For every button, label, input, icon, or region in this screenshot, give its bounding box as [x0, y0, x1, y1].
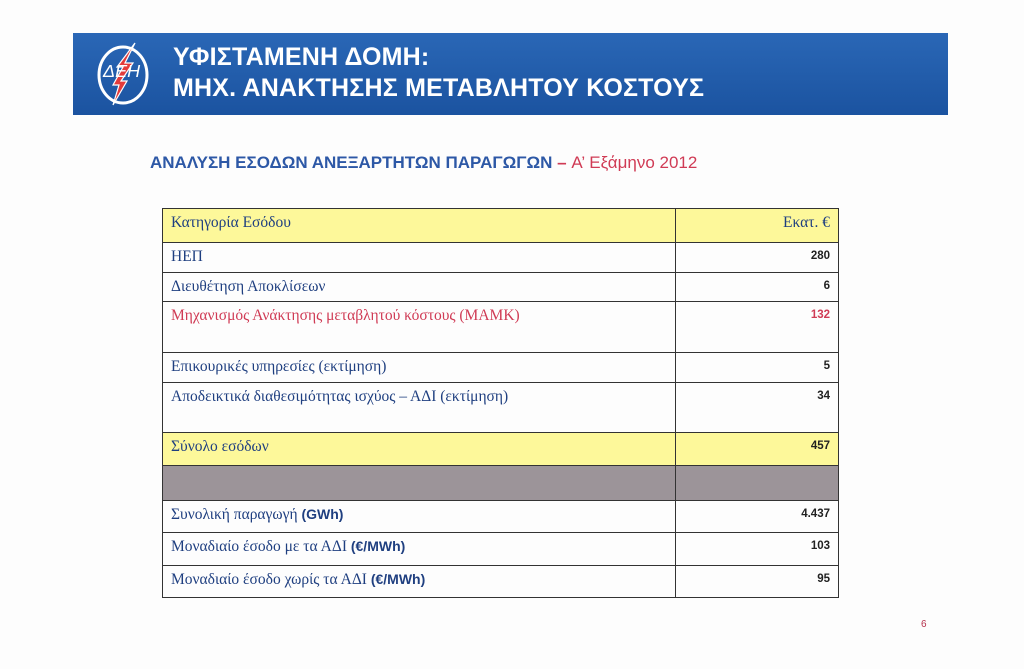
header-title: [173, 42, 704, 104]
header-unit: Εκατ. €: [676, 209, 839, 243]
subtitle-separator: –: [557, 153, 567, 172]
stats-label-cell: [163, 501, 676, 533]
table-row: [163, 353, 839, 383]
separator-cell: [163, 466, 676, 501]
page-subtitle: [150, 153, 697, 173]
stats-label: Μοναδιαίο έσοδο χωρίς τα ΑΔΙ: [171, 571, 367, 588]
row-value: 280: [676, 243, 839, 273]
total-value: 457: [676, 433, 839, 466]
separator-row: [163, 466, 839, 501]
table-row-highlight: [163, 302, 839, 353]
row-value: 5: [676, 353, 839, 383]
table-row: [163, 383, 839, 433]
subtitle-period: Α’ Εξάμηνο 2012: [571, 153, 698, 172]
stats-unit: (GWh): [301, 506, 344, 522]
row-label: Μηχανισμός Ανάκτησης μεταβλητού κόστους (ΜΑΜΚ): [163, 302, 676, 353]
header-category: Κατηγορία Εσόδου: [163, 209, 676, 243]
header-banner: [73, 33, 948, 115]
total-label: Σύνολο εσόδων: [163, 433, 676, 466]
stats-value: 103: [676, 533, 839, 566]
row-value: 132: [676, 302, 839, 353]
stats-label-cell: [163, 566, 676, 598]
stats-unit: (€/MWh): [370, 571, 426, 587]
row-value: 34: [676, 383, 839, 433]
stats-label: Μοναδιαίο έσοδο με τα ΑΔΙ: [171, 538, 347, 555]
stats-row: [163, 566, 839, 598]
row-label: Επικουρικές υπηρεσίες (εκτίμηση): [163, 353, 676, 383]
table-header-row: [163, 209, 839, 243]
table-row: [163, 243, 839, 273]
stats-row: [163, 533, 839, 566]
logo-text: ΔΕΗ: [103, 61, 141, 81]
subtitle-main: ΑΝΑΛΥΣΗ ΕΣΟΔΩΝ ΑΝΕΞΑΡΤΗΤΩΝ ΠΑΡΑΓΩΓΩΝ: [150, 153, 553, 172]
row-value: 6: [676, 273, 839, 302]
stats-unit: (€/MWh): [350, 538, 406, 554]
table-row: [163, 273, 839, 302]
company-logo: [95, 41, 153, 107]
income-table: [162, 208, 839, 598]
row-label: Διευθέτηση Αποκλίσεων: [163, 273, 676, 302]
stats-label-cell: [163, 533, 676, 566]
stats-value: 4.437: [676, 501, 839, 533]
stats-label: Συνολική παραγωγή: [171, 506, 298, 523]
stats-row: [163, 501, 839, 533]
row-label: Αποδεικτικά διαθεσιμότητας ισχύος – ΑΔΙ (εκτίμηση): [163, 383, 676, 433]
separator-cell: [676, 466, 839, 501]
header-title-line1: ΥΦΙΣΤΑΜΕΝΗ ΔΟΜΗ:: [173, 43, 430, 71]
row-label: ΗΕΠ: [163, 243, 676, 273]
total-row: [163, 433, 839, 466]
stats-value: 95: [676, 566, 839, 598]
header-title-line2: ΜΗΧ. ΑΝΑΚΤΗΣΗΣ ΜΕΤΑΒΛΗΤΟΥ ΚΟΣΤΟΥΣ: [173, 74, 705, 102]
page-number: 6: [921, 619, 927, 630]
